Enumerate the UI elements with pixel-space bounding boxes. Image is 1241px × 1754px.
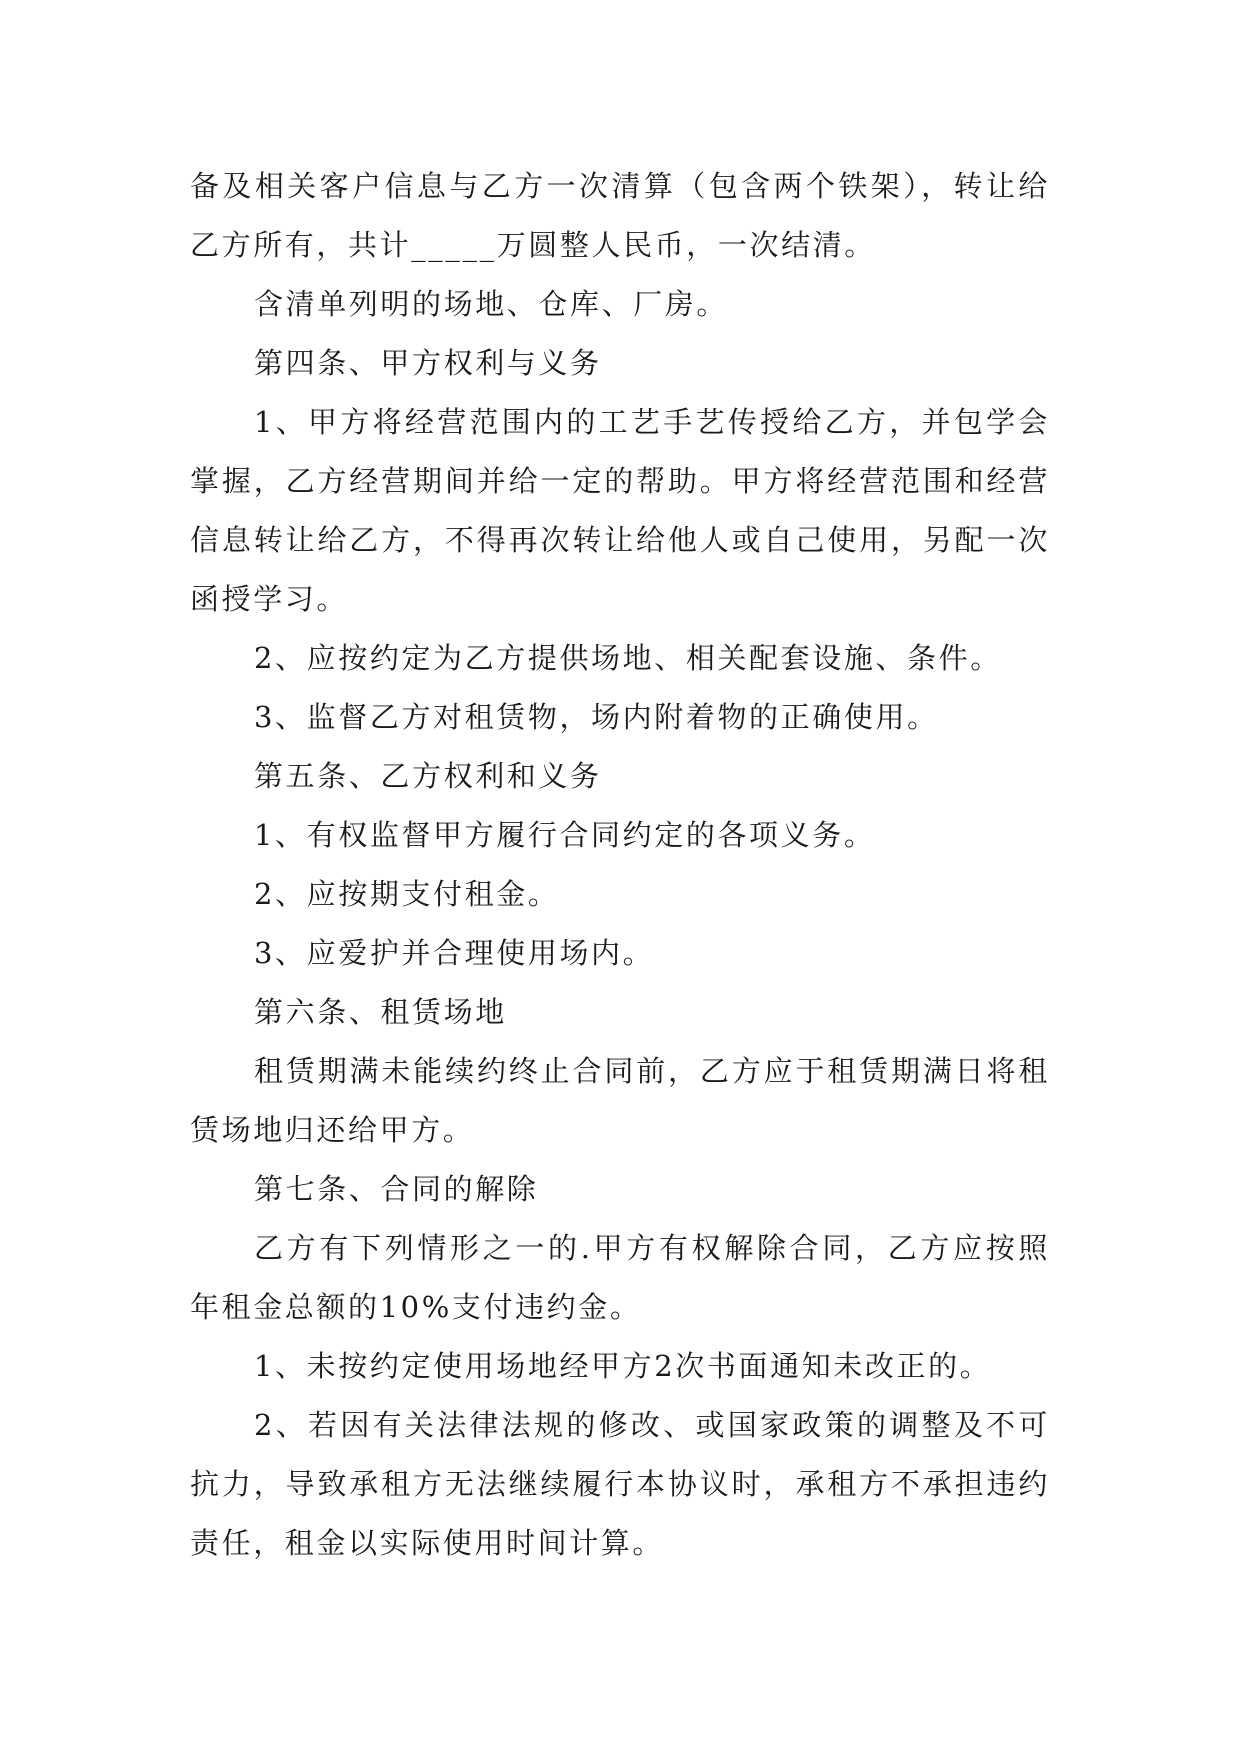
- paragraph: 3、应爱护并合理使用场内。: [254, 936, 655, 970]
- paragraph: 1、未按约定使用场地经甲方2次书面通知未改正的。: [254, 1349, 992, 1383]
- paragraph: 3、监督乙方对租赁物，场内附着物的正确使用。: [254, 700, 939, 734]
- paragraph: 1、甲方将经营范围内的工艺手艺传授给乙方，并包学会掌握，乙方经营期间并给一定的帮助。甲方将经营范围和经营信息转让给乙方，不得再次转让给他人或自己使用，另配一次函授学习。: [190, 405, 1050, 616]
- document-body: [190, 157, 1050, 1573]
- paragraph: 乙方有下列情形之一的.甲方有权解除合同，乙方应按照年租金总额的10%支付违约金。: [190, 1231, 1050, 1324]
- section-heading: 第六条、租赁场地: [254, 995, 507, 1029]
- section-heading: 第五条、乙方权利和义务: [254, 759, 602, 793]
- paragraph-continuation: 备及相关客户信息与乙方一次清算（包含两个铁架），转让给乙方所有，共计_____万圆整人民币，一次结清。: [190, 169, 1050, 262]
- section-heading: 第四条、甲方权利与义务: [254, 346, 602, 380]
- paragraph: 2、应按约定为乙方提供场地、相关配套设施、条件。: [254, 641, 1002, 675]
- paragraph: 2、若因有关法律法规的修改、或国家政策的调整及不可抗力，导致承租方无法继续履行本协议时，承租方不承担违约责任，租金以实际使用时间计算。: [190, 1408, 1050, 1560]
- paragraph: 1、有权监督甲方履行合同约定的各项义务。: [254, 818, 876, 852]
- paragraph: 含清单列明的场地、仓库、厂房。: [254, 287, 729, 321]
- section-heading: 第七条、合同的解除: [254, 1172, 539, 1206]
- paragraph: 2、应按期支付租金。: [254, 877, 560, 911]
- paragraph: 租赁期满未能续约终止合同前，乙方应于租赁期满日将租赁场地归还给甲方。: [190, 1054, 1050, 1147]
